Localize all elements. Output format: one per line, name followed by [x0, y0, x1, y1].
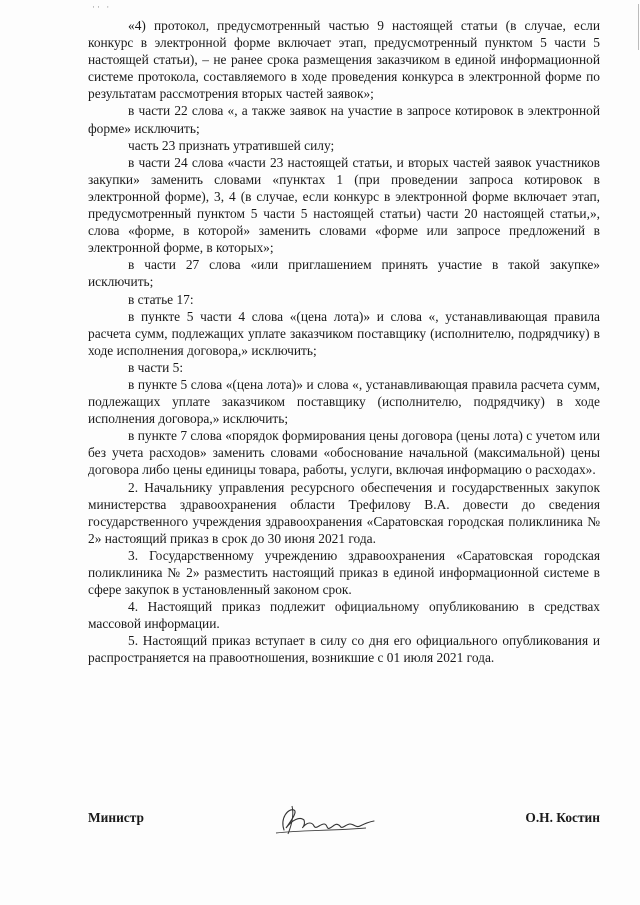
paragraph-part-27: в части 27 слова «или приглашением принять участие в такой закупке» исключить; [88, 257, 600, 290]
scan-artifact-dots: ·· · [92, 2, 112, 12]
paragraph-article-17: в статье 17: [128, 291, 194, 307]
scan-edge-line [638, 4, 639, 50]
paragraph-article-17-part-4: в пункте 5 части 4 слова «(цена лота)» и слова «, устанавливающая правила расчета сумм, подлежащих уплате заказчиком поставщику (исполнителю, подрядчику) в ходе исполнения договора,» исключить; [88, 308, 600, 358]
handwritten-signature [270, 800, 380, 844]
paragraph-part-5-item-7: в пункте 7 слова «порядок формирования цены договора (цены лота) с учетом или без учета расходов» заменить словами «обоснование начальной (максимальной) цены договора либо цены единицы товара, работы, услуги, включая информацию о расходах». [88, 428, 600, 478]
paragraph-part-22: в части 22 слова «, а также заявок на участие в запросе котировок в электронной форме» исключить; [88, 103, 600, 136]
paragraph-part-23: часть 23 признать утратившей силу; [128, 137, 335, 153]
paragraph-order-2: 2. Начальнику управления ресурсного обеспечения и государственных закупок министерства здравоохранения области Трефилову В.А. довести до сведения государственного учреждения здравоохранения «Саратовская городская поликлиника № 2» настоящий приказ в срок до 30 июня 2021 года. [88, 479, 600, 546]
paragraph-order-5: 5. Настоящий приказ вступает в силу со дня его официального опубликования и распространяется на правоотношения, возникшие с 01 июля 2021 года. [88, 633, 600, 666]
paragraph-order-4: 4. Настоящий приказ подлежит официальному опубликованию в средствах массовой информации. [88, 599, 600, 632]
paragraph-part-5-heading: в части 5: [128, 359, 184, 375]
signature-block [88, 810, 600, 860]
signatory-name: О.Н. Костин [525, 810, 600, 825]
paragraph-part-24: в части 24 слова «части 23 настоящей статьи, и вторых частей заявок участников закупки» заменить словами «пунктах 1 (при проведении запроса котировок в электронной форме), 3, 4 (в случае, если конкурс в электронной форме включает этап, предусмотренный пунктом 5 части 5 настоящей статьи) части 20 настоящей статьи,», слова «форме, в которой» заменить словами «форме или запросе предложений в электронной форме, в которых»; [88, 154, 600, 256]
document-body [88, 17, 600, 667]
paragraph-part-5-item-5: в пункте 5 слова «(цена лота)» и слова «, устанавливающая правила расчета сумм, подлежащих уплате заказчиком поставщику (исполнителю, подрядчику) в ходе исполнения договора,» исключить; [88, 376, 600, 427]
signatory-role: Министр [88, 810, 144, 825]
paragraph-order-3: 3. Государственному учреждению здравоохранения «Саратовская городская поликлиника № 2» разместить настоящий приказ в единой информационной системе в сфере закупок в установленный законом срок. [88, 547, 600, 598]
paragraph-protocol-item: «4) протокол, предусмотренный частью 9 настоящей статьи (в случае, если конкурс в электронной форме включает этап, предусмотренный пунктом 5 части 5 настоящей статьи), – не ранее срока размещения заказчиком в единой информационной системе протокола, составляемого в ходе проведения конкурса в электронной форме по результатам рассмотрения вторых частей заявок»; [88, 18, 600, 102]
